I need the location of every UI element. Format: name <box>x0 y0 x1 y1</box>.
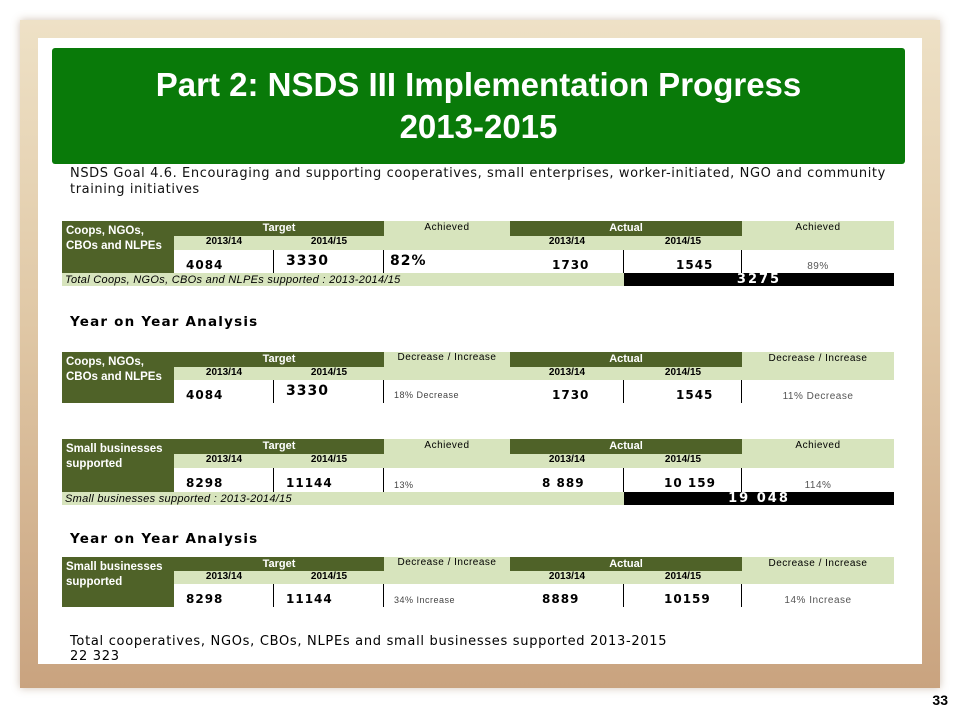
actual-value: 8889 <box>510 584 624 607</box>
grand-total-text <box>70 634 900 664</box>
coops-yoy-table <box>62 352 894 403</box>
target-value: 4084 <box>174 380 274 403</box>
target-value: 8298 <box>174 468 274 492</box>
grand-total-label: Total cooperatives, NGOs, CBOs, NLPEs and small businesses supported 2013-2015 <box>70 634 668 649</box>
year-2013-14: 2013/14 <box>174 454 274 468</box>
target-value: 3330 <box>274 380 384 403</box>
year-2013-14: 2013/14 <box>510 236 624 250</box>
year-2013-14: 2013/14 <box>510 571 624 584</box>
target-value: 4084 <box>174 250 274 273</box>
actual-value: 1730 <box>510 380 624 403</box>
target-value: 11144 <box>274 584 384 607</box>
table-footer: Small businesses supported : 2013-2014/15 <box>62 492 624 505</box>
change-value: 18% Decrease <box>384 380 510 403</box>
actual-header: Actual <box>510 439 742 454</box>
target-value: 8298 <box>174 584 274 607</box>
year-2013-14: 2013/14 <box>510 454 624 468</box>
row-label: Coops, NGOs, CBOs and NLPEs <box>62 221 174 273</box>
row-label: Small businesses supported <box>62 439 174 492</box>
row-label: Small businesses supported <box>62 557 174 607</box>
target-value: 11144 <box>274 468 384 492</box>
achieved-value-right: 114% <box>742 468 894 492</box>
actual-value: 1730 <box>510 250 624 273</box>
achieved-value-right: 89% <box>742 250 894 273</box>
year-2014-15: 2014/15 <box>624 454 742 468</box>
small-business-yoy-table <box>62 557 894 607</box>
year-2014-15: 2014/15 <box>274 236 384 250</box>
goal-description: NSDS Goal 4.6. Encouraging and supporting cooperatives, small enterprises, worker-initiated, NGO and community training initiatives <box>70 166 886 197</box>
year-2013-14: 2013/14 <box>174 367 274 380</box>
change-value-right: 14% Increase <box>742 584 894 607</box>
actual-value: 10159 <box>624 584 742 607</box>
target-header: Target <box>174 557 384 571</box>
row-label: Coops, NGOs, CBOs and NLPEs <box>62 352 174 403</box>
year-2014-15: 2014/15 <box>624 236 742 250</box>
slide-title-line2: 2013-2015 <box>399 108 558 145</box>
target-value: 3330 <box>274 250 384 273</box>
year-2013-14: 2013/14 <box>510 367 624 380</box>
actual-header: Actual <box>510 557 742 571</box>
target-header: Target <box>174 439 384 454</box>
actual-header: Actual <box>510 352 742 367</box>
change-value: 34% Increase <box>384 584 510 607</box>
change-header: Decrease / Increase <box>384 352 510 380</box>
footer-total: 19 048 <box>624 492 894 505</box>
slide-title-line1: Part 2: NSDS III Implementation Progress <box>155 66 802 103</box>
year-2014-15: 2014/15 <box>274 571 384 584</box>
actual-value: 1545 <box>624 250 742 273</box>
grand-total-value: 22 323 <box>70 649 120 664</box>
change-header: Decrease / Increase <box>384 557 510 584</box>
table-footer: Total Coops, NGOs, CBOs and NLPEs supported : 2013-2014/15 <box>62 273 624 286</box>
target-header: Target <box>174 221 384 236</box>
actual-header: Actual <box>510 221 742 236</box>
coops-achievement-table <box>62 221 894 286</box>
page-number: 33 <box>932 692 948 708</box>
change-value-right: 11% Decrease <box>742 380 894 403</box>
yoy-heading: Year on Year Analysis <box>70 314 259 330</box>
year-2013-14: 2013/14 <box>174 571 274 584</box>
change-header-right: Decrease / Increase <box>742 557 894 584</box>
actual-value: 8 889 <box>510 468 624 492</box>
achieved-header: Achieved <box>384 221 510 250</box>
achieved-header-right: Achieved <box>742 221 894 250</box>
target-header: Target <box>174 352 384 367</box>
footer-total: 3275 <box>624 273 894 286</box>
actual-value: 1545 <box>624 380 742 403</box>
change-header-right: Decrease / Increase <box>742 352 894 380</box>
year-2014-15: 2014/15 <box>274 454 384 468</box>
achieved-value: 82% <box>384 250 510 273</box>
year-2014-15: 2014/15 <box>624 571 742 584</box>
year-2013-14: 2013/14 <box>174 236 274 250</box>
year-2014-15: 2014/15 <box>274 367 384 380</box>
actual-value: 10 159 <box>624 468 742 492</box>
yoy-heading: Year on Year Analysis <box>70 531 259 547</box>
achieved-header-right: Achieved <box>742 439 894 468</box>
achieved-value: 13% <box>384 468 510 492</box>
achieved-header: Achieved <box>384 439 510 468</box>
year-2014-15: 2014/15 <box>624 367 742 380</box>
title-banner <box>52 48 905 164</box>
small-business-achievement-table <box>62 439 894 505</box>
